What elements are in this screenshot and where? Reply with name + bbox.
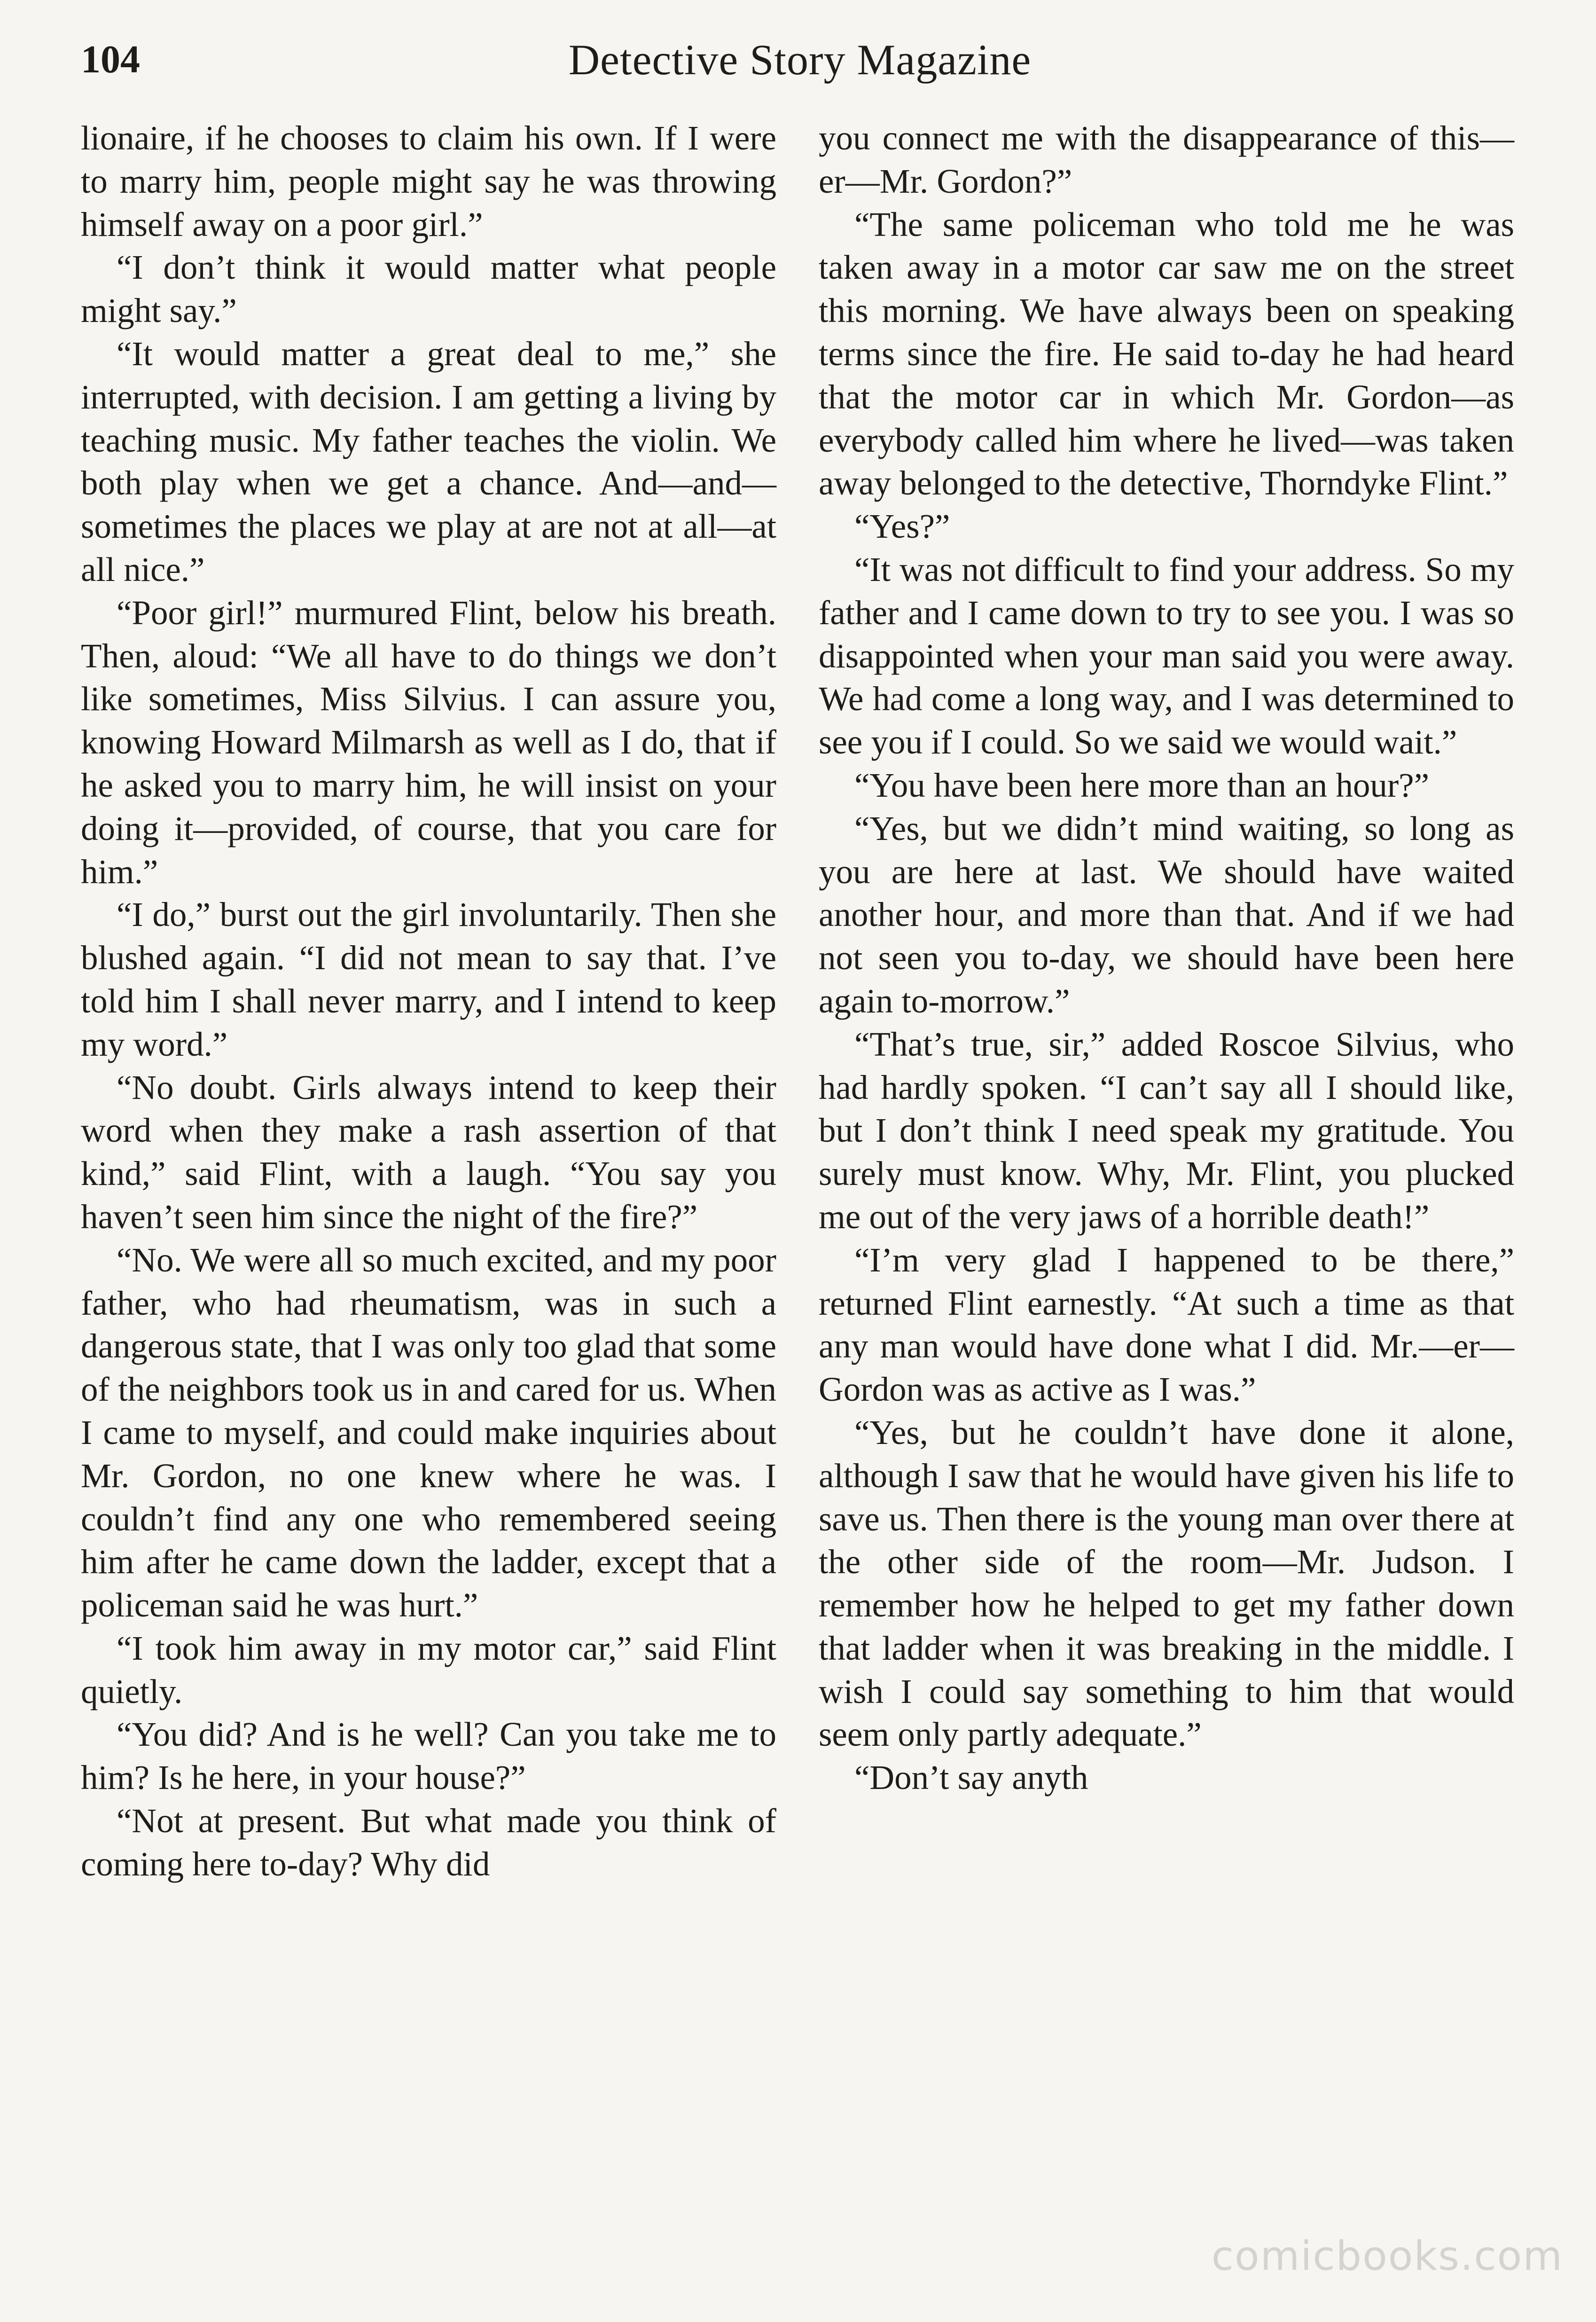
paragraph: “You have been here more than an hour?” [854, 766, 1429, 804]
paragraph: you connect me with the disappearance of this—er—Mr. Gordon?” [819, 119, 1514, 200]
paragraph: “The same policeman who told me he was taken away in a motor car saw me on the street this morning. We have always been on speaking terms since the fire. He said to-day he had heard that the motor car in which Mr. Gordon—as everybody called him where he lived—was taken away belonged to the detective, Thorndyke Flint.” [819, 205, 1514, 502]
page-header [81, 29, 1519, 90]
paragraph: “That’s true, sir,” added Roscoe Silvius, who had hardly spoken. “I can’t say all I should like, but I don’t think I need speak my gratitude. You surely must know. Why, Mr. Flint, you plucked me out of the very jaws of a horrible death!” [819, 1025, 1514, 1236]
left-column [81, 117, 776, 1886]
paragraph: “Yes?” [854, 507, 950, 546]
paragraph: “Yes, but he couldn’t have done it alone, although I saw that he would have given his life to save us. Then there is the young man over there at the other side of the room—Mr. Judson. I remember how he helped to get my father down that ladder when it was breaking in the middle. I wish I could say something to him that would seem only partly adequate.” [819, 1413, 1514, 1754]
paragraph: “No. We were all so much excited, and my poor father, who had rheumatism, was in such a dangerous state, that I was only too glad that some of the neighbors took us in and cared for us. When I came to myself, and could make inquiries about Mr. Gordon, no one knew where he was. I couldn’t find any one who remembered seeing him after he came down the ladder, except that a policeman said he was hurt.” [81, 1240, 776, 1624]
paragraph: “Poor girl!” murmured Flint, below his breath. Then, aloud: “We all have to do things we don’t like sometimes, Miss Silvius. I can assure you, knowing Howard Milmarsh as well as I do, that if he asked you to marry him, he will insist on your doing it—provided, of course, that you care for him.” [81, 593, 776, 891]
paragraph: “I took him away in my motor car,” said Flint quietly. [81, 1629, 776, 1710]
paragraph: “Not at present. But what made you think of coming here to-day? Why did [81, 1802, 776, 1883]
paragraph: “It was not difficult to find your address. So my father and I came down to try to see you. I was so disappointed when your man said you were away. We had come a long way, and I was determined to see you if I could. So we said we would wait.” [819, 550, 1514, 761]
paragraph: “I do,” burst out the girl involuntarily. Then she blushed again. “I did not mean to say that. I’ve told him I shall never marry, and I intend to keep my word.” [81, 895, 776, 1063]
magazine-title: Detective Story Magazine [568, 36, 1032, 84]
watermark: comicbooks.com [1211, 2233, 1563, 2280]
paragraph: “No doubt. Girls always intend to keep their word when they make a rash assertion of that kind,” said Flint, with a laugh. “You say you haven’t seen him since the night of the fire?” [81, 1068, 776, 1236]
page-number: 104 [81, 38, 140, 81]
paragraph: “You did? And is he well? Can you take me to him? Is he here, in your house?” [81, 1715, 776, 1797]
paragraph: “It would matter a great deal to me,” she interrupted, with decision. I am getting a living by teaching music. My father teaches the violin. We both play when we get a chance. And—and—sometimes the places we play at are not at all—at all nice.” [81, 334, 776, 588]
right-column [819, 117, 1514, 1799]
paragraph: “I don’t think it would matter what people might say.” [81, 248, 776, 330]
paragraph: “Yes, but we didn’t mind waiting, so long as you are here at last. We should have waited another hour, and more than that. And if we had not seen you to-day, we should have been here again to-morrow.” [819, 809, 1514, 1020]
paragraph: lionaire, if he chooses to claim his own. If I were to marry him, people might say he was throwing himself away on a poor girl.” [81, 119, 776, 243]
paragraph: “I’m very glad I happened to be there,” returned Flint earnestly. “At such a time as that any man would have done what I did. Mr.—er—Gordon was as active as I was.” [819, 1240, 1514, 1409]
paragraph: “Don’t say anyth [854, 1758, 1088, 1797]
